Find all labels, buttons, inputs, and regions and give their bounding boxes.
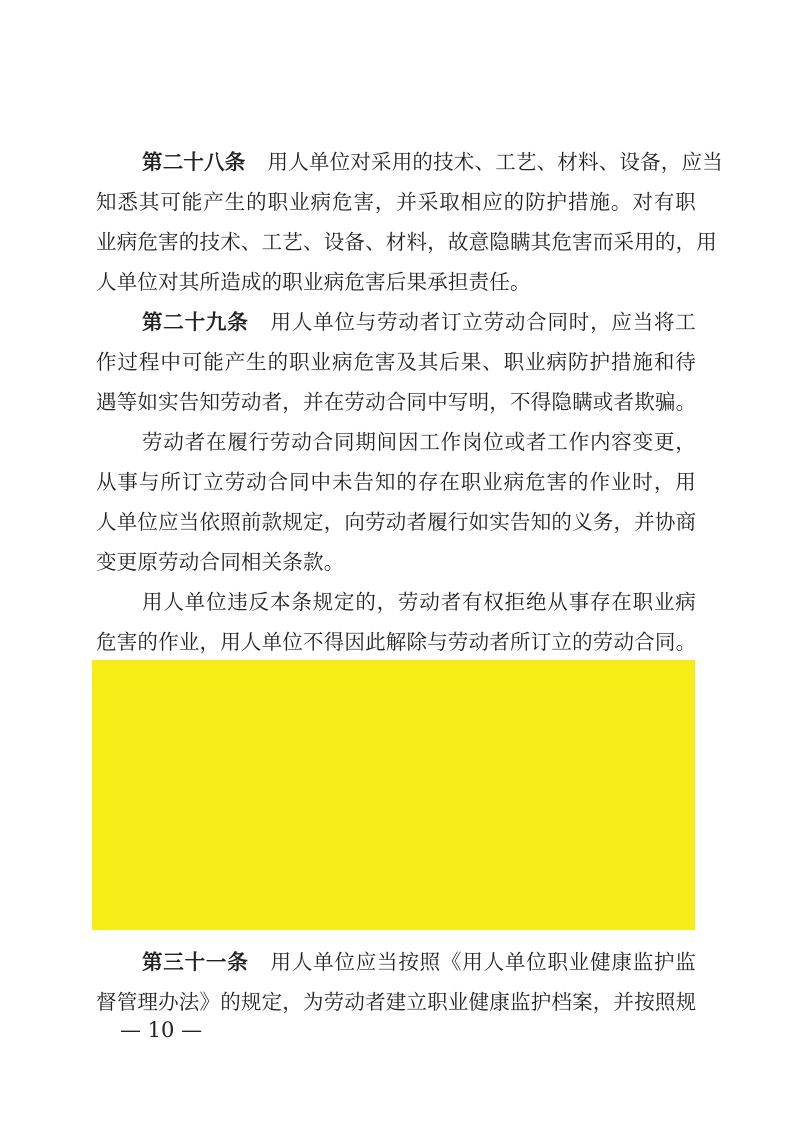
article-31-text: 用人单位应当按照《用人单位职业健康监护监 [270,950,697,974]
article-28-line-2: 知悉其可能产生的职业病危害，并采取相应的防护措施。对有职 [96,190,696,214]
article-29-para2-line-1: 劳动者在履行劳动合同期间因工作岗位或者工作内容变更， [142,430,696,454]
article-28-text: 用人单位对采用的技术、工艺、材料、设备，应当 [267,150,723,174]
article-29-para3-line-1: 用人单位违反本条规定的，劳动者有权拒绝从事存在职业病 [142,590,696,614]
article-29-para3-line-2: 危害的作业，用人单位不得因此解除与劳动者所订立的劳动合同。 [96,630,697,654]
article-29-line-3: 遇等如实告知劳动者，并在劳动合同中写明，不得隐瞒或者欺骗。 [96,390,697,414]
article-29-para2-line-3: 人单位应当依照前款规定，向劳动者履行如实告知的义务，并协商 [96,510,697,534]
article-31-line-2: 督管理办法》的规定，为劳动者建立职业健康监护档案，并按照规 [96,990,697,1014]
article-28-line-4: 人单位对其所造成的职业病危害后果承担责任。 [96,270,531,294]
article-28-line-1 [142,149,723,175]
page-number: — 10 — [120,1018,203,1042]
article-29-text: 用人单位与劳动者订立劳动合同时，应当将工 [270,310,697,334]
highlight-block [92,660,695,930]
article-29-line-1 [142,309,696,335]
article-28-line-3: 业病危害的技术、工艺、设备、材料，故意隐瞒其危害而采用的，用 [96,230,717,254]
article-28-heading: 第二十八条 [142,150,246,174]
article-29-para2-line-2: 从事与所订立劳动合同中未告知的存在职业病危害的作业时，用 [96,470,696,494]
article-29-para2-line-4: 变更原劳动合同相关条款。 [96,550,345,574]
article-31-heading: 第三十一条 [142,950,249,974]
article-29-heading: 第二十九条 [142,310,249,334]
article-29-line-2: 作过程中可能产生的职业病危害及其后果、职业病防护措施和待 [96,350,696,374]
article-31-line-1 [142,949,696,975]
